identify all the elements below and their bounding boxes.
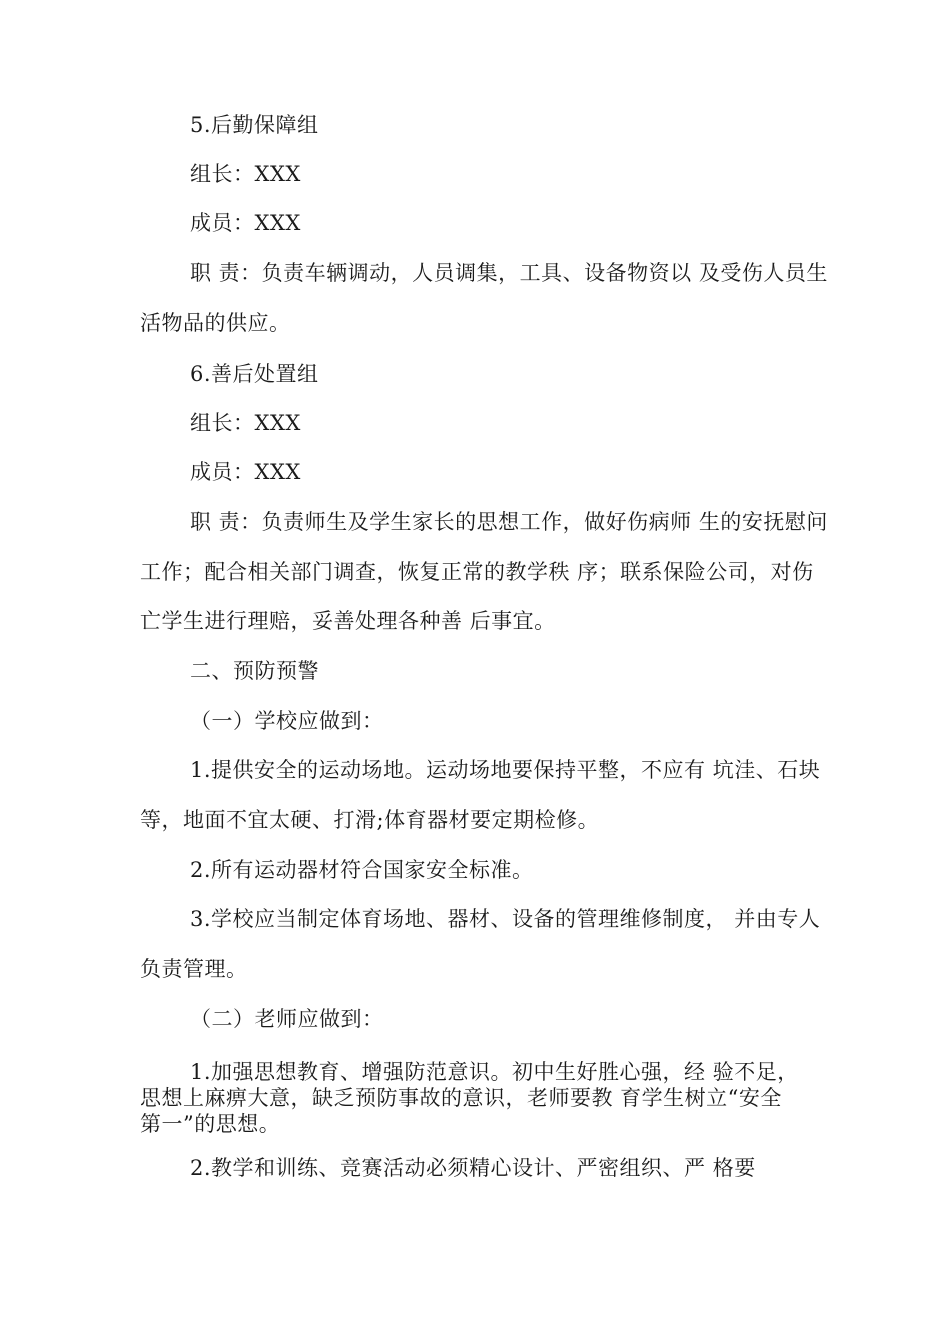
teacher-item-1: 1.加强思想教育、增强防范意识。初中生好胜心强，经 验不足，思想上麻痹大意，缺乏预防事故的意识，老师要教 育学生树立“安全第一”的思想。 bbox=[140, 1060, 799, 1136]
heading-aftermath-group: 6.善后处置组 bbox=[190, 362, 319, 386]
aftermath-group-members: 成员：XXX bbox=[190, 460, 301, 484]
logistics-group-members: 成员：XXX bbox=[190, 211, 301, 235]
subsection-school: （一）学校应做到： bbox=[190, 709, 384, 733]
section-heading-prevention: 二、预防预警 bbox=[190, 659, 319, 683]
school-item-3: 3.学校应当制定体育场地、器材、设备的管理维修制度， 并由专人负责管理。 bbox=[140, 907, 821, 981]
heading-logistics-group: 5.后勤保障组 bbox=[190, 113, 319, 137]
aftermath-group-leader: 组长：XXX bbox=[190, 411, 301, 435]
school-item-1: 1.提供安全的运动场地。运动场地要保持平整，不应有 坑洼、石块等，地面不宜太硬、打滑;体育器材要定期检修。 bbox=[140, 758, 821, 832]
logistics-group-duties: 职 责：负责车辆调动，人员调集，工具、设备物资以 及受伤人员生活物品的供应。 bbox=[140, 261, 828, 335]
aftermath-group-duties: 职 责：负责师生及学生家长的思想工作，做好伤病师 生的安抚慰问工作；配合相关部门调查，恢复正常的教学秩 序；联系保险公司，对伤亡学生进行理赔，妥善处理各种善 后事宜。 bbox=[140, 510, 828, 633]
teacher-item-2: 2.教学和训练、竞赛活动必须精心设计、严密组织、严 格要 bbox=[190, 1156, 756, 1180]
school-item-2: 2.所有运动器材符合国家安全标准。 bbox=[190, 858, 534, 882]
subsection-teacher: （二）老师应做到： bbox=[190, 1007, 384, 1031]
logistics-group-leader: 组长：XXX bbox=[190, 162, 301, 186]
